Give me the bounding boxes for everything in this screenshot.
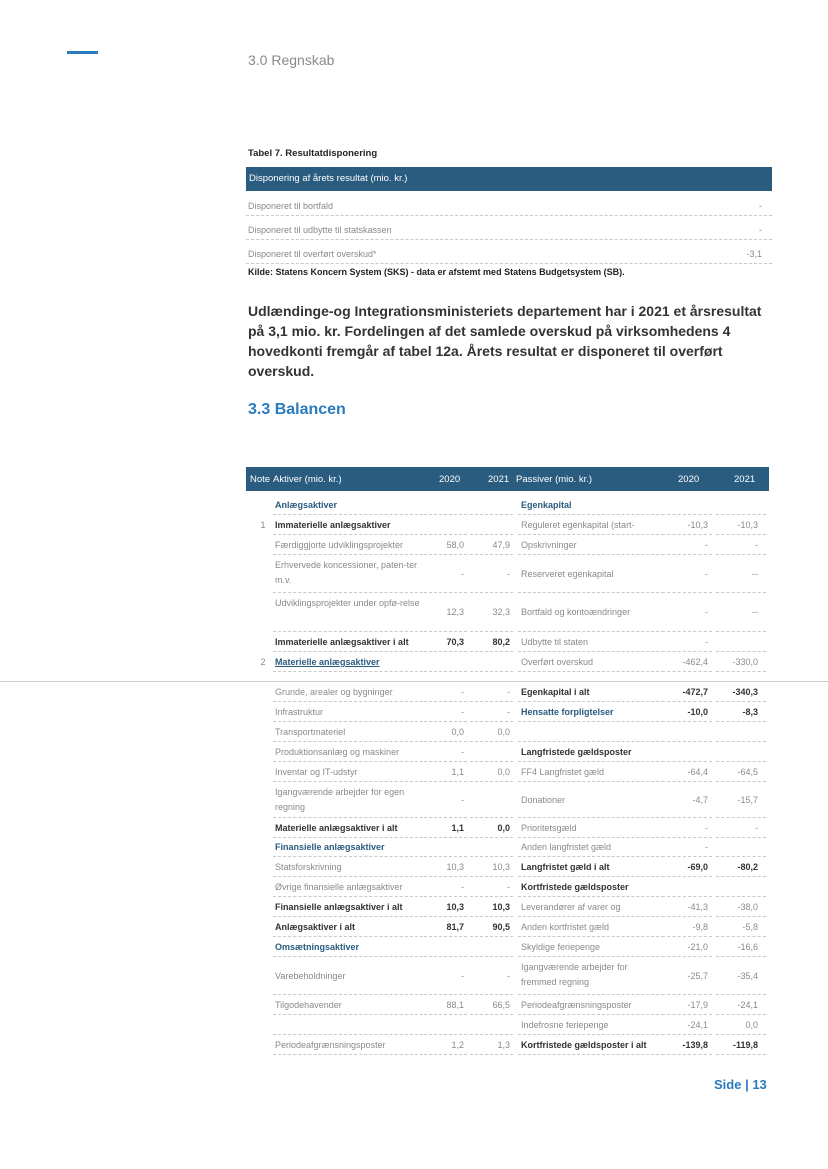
- aktiv-2020-value: 1,2: [451, 1040, 464, 1050]
- aktiv-2021-value: 10,3: [492, 902, 510, 912]
- aktiv-label: Inventar og IT-udstyr: [275, 767, 358, 777]
- table7-header: Disponering af årets resultat (mio. kr.): [246, 167, 772, 191]
- aktiv-2020-value: -: [461, 882, 464, 892]
- balance-row: [246, 742, 769, 762]
- passiv-2021-value: -5,8: [742, 922, 758, 932]
- aktiv-2020-value: -: [461, 707, 464, 717]
- aktiv-2021-value: -: [507, 687, 510, 697]
- balance-row: [246, 782, 769, 818]
- table7-row-value: -: [759, 201, 762, 211]
- page-number: Side | 13: [714, 1077, 767, 1092]
- balance-heading: 3.3 Balancen: [248, 401, 346, 418]
- balance-row: [246, 917, 769, 937]
- balance-row: [246, 957, 769, 995]
- passiv-label: Udbytte til staten: [521, 637, 589, 647]
- summary-paragraph: Udlændinge-og Integrationsministeriets departement har i 2021 et årsresultat på 3,1 mio. kr. Fordelingen af det samlede overskud på virksomhedens 4 hovedkonti fremgår af tabel 12a. Årets resultat er disponeret til overført overskud.: [248, 303, 762, 379]
- aktiv-2021-value: 47,9: [492, 540, 510, 550]
- balance-row: [246, 937, 769, 957]
- passiv-label: Reserveret egenkapital: [521, 569, 614, 579]
- page-separator: [0, 681, 828, 682]
- passiv-2020-value: -: [705, 842, 708, 852]
- aktiv-2021-value: 90,5: [492, 922, 510, 932]
- passiv-2020-value: -472,7: [682, 687, 708, 697]
- aktiv-2020-value: 1,1: [451, 823, 464, 833]
- passiv-label: Opskrivninger: [521, 540, 577, 550]
- table7-source: Kilde: Statens Koncern System (SKS) - data er afstemt med Statens Budgetsystem (SB).: [248, 267, 625, 277]
- aktiv-2020-value: 0,0: [451, 727, 464, 737]
- aktiv-label: Omsætningsaktiver: [275, 942, 360, 952]
- passiv-label: FF4 Langfristet gæld: [521, 767, 605, 777]
- header-passiver: Passiver (mio. kr.): [516, 474, 593, 485]
- balance-row: [246, 535, 769, 555]
- passiv-label: Igangværende arbejder for fremmed regning: [521, 962, 628, 987]
- row-divider: [662, 671, 712, 672]
- row-divider: [470, 671, 513, 672]
- aktiv-2021-value: 80,2: [492, 637, 510, 647]
- passiv-label: Reguleret egenkapital (start-: [521, 520, 635, 530]
- passiv-2021-value: -340,3: [732, 687, 758, 697]
- aktiv-2020-value: 12,3: [446, 607, 464, 617]
- row-divider: [273, 671, 423, 672]
- header-note: Note: [250, 474, 271, 485]
- table7-row-value: -: [759, 225, 762, 235]
- note-cell: 1: [260, 520, 266, 530]
- aktiv-2021-value: -: [507, 707, 510, 717]
- passiv-label: Bortfald og kontoændringer: [521, 607, 631, 617]
- balance-row: [246, 632, 769, 652]
- aktiv-label: Periodeafgrænsningsposter: [275, 1040, 386, 1050]
- passiv-2020-value: -21,0: [687, 942, 708, 952]
- passiv-2021-value: -38,0: [737, 902, 758, 912]
- aktiv-2020-value: 81,7: [446, 922, 464, 932]
- passiv-2020-value: -64,4: [687, 767, 708, 777]
- aktiv-label: Infrastruktur: [275, 707, 324, 717]
- passiv-label: Egenkapital i alt: [521, 687, 590, 697]
- row-divider: [662, 1054, 712, 1055]
- aktiv-2020-value: 10,3: [446, 862, 464, 872]
- aktiv-2021-value: -: [507, 882, 510, 892]
- balance-row: [246, 495, 769, 515]
- aktiv-label: Anlægsaktiver i alt: [275, 922, 356, 932]
- balance-row: [246, 877, 769, 897]
- aktiv-label: Produktionsanlæg og maskiner: [275, 747, 400, 757]
- passiv-label: Periodeafgrænsningsposter: [521, 1000, 632, 1010]
- balance-row: [246, 897, 769, 917]
- passiv-2021-value: --: [752, 607, 758, 617]
- aktiv-2021-value: 0,0: [497, 727, 510, 737]
- balance-row: [246, 818, 769, 838]
- aktiv-2020-value: 1,1: [451, 767, 464, 777]
- balance-row: [246, 1035, 769, 1055]
- passiv-2021-value: --: [752, 569, 758, 579]
- aktiv-label: Udviklingsprojekter under opfø-relse: [275, 598, 420, 608]
- balance-table-header: [246, 467, 769, 491]
- table7-row: [246, 192, 772, 216]
- section-header: 3.0 Regnskab: [248, 52, 335, 68]
- table7-row-label: Disponeret til bortfald: [248, 201, 334, 211]
- passiv-2020-value: -41,3: [687, 902, 708, 912]
- table7-title: Tabel 7. Resultatdisponering: [248, 148, 378, 159]
- passiv-2021-value: -15,7: [737, 795, 758, 805]
- passiv-label: Anden kortfristet gæld: [521, 922, 610, 932]
- aktiv-2020-value: 88,1: [446, 1000, 464, 1010]
- passiv-2020-value: -: [705, 540, 708, 550]
- balance-row: [246, 555, 769, 593]
- aktiv-2021-value: 0,0: [497, 823, 510, 833]
- balance-row: [246, 682, 769, 702]
- aktiv-2021-value: -: [507, 569, 510, 579]
- table7-row: [246, 240, 772, 264]
- note-cell: 2: [260, 657, 266, 667]
- aktiv-2021-value: 10,3: [492, 862, 510, 872]
- passiv-label: Prioritetsgæld: [521, 823, 577, 833]
- header-passiver-2020: 2020: [678, 474, 700, 485]
- aktiv-2020-value: 70,3: [446, 637, 464, 647]
- passiv-2020-value: -139,8: [682, 1040, 708, 1050]
- passiv-2020-value: -69,0: [687, 862, 708, 872]
- aktiv-label: Grunde, arealer og bygninger: [275, 687, 393, 697]
- row-divider: [716, 671, 766, 672]
- passiv-2020-value: -: [705, 569, 708, 579]
- passiv-2020-value: -10,3: [687, 520, 708, 530]
- passiv-label: Kortfristede gældsposter: [521, 882, 629, 892]
- passiv-2020-value: -4,7: [692, 795, 708, 805]
- header-passiver-2021: 2021: [734, 474, 756, 485]
- aktiv-2020-value: -: [461, 687, 464, 697]
- passiv-2021-value: -8,3: [742, 707, 758, 717]
- passiv-2020-value: -: [705, 607, 708, 617]
- aktiv-label: Varebeholdninger: [275, 971, 346, 981]
- passiv-2021-value: -: [755, 540, 758, 550]
- aktiv-2021-value: 66,5: [492, 1000, 510, 1010]
- passiv-label: Kortfristede gældsposter i alt: [521, 1040, 647, 1050]
- balance-row: [246, 593, 769, 632]
- passiv-label: Anden langfristet gæld: [521, 842, 612, 852]
- row-divider: [518, 1054, 664, 1055]
- passiv-2021-value: 0,0: [745, 1020, 758, 1030]
- passiv-2020-value: -17,9: [687, 1000, 708, 1010]
- balance-row: [246, 652, 769, 672]
- passiv-2020-value: -462,4: [682, 657, 708, 667]
- passiv-2021-value: -: [755, 823, 758, 833]
- accent-line: [67, 51, 98, 54]
- passiv-label: Hensatte forpligtelser: [521, 707, 614, 717]
- aktiv-2021-value: -: [507, 971, 510, 981]
- aktiv-label: Tilgodehavender: [275, 1000, 342, 1010]
- aktiv-label: Immaterielle anlægsaktiver i alt: [275, 637, 409, 647]
- passiv-label: Indefrosne feriepenge: [521, 1020, 609, 1030]
- row-divider: [716, 1054, 766, 1055]
- balance-row: [246, 857, 769, 877]
- passiv-2021-value: -10,3: [737, 520, 758, 530]
- balance-row: [246, 838, 769, 857]
- aktiv-2020-value: -: [461, 795, 464, 805]
- table7-row-label: Disponeret til udbytte til statskassen: [248, 225, 392, 235]
- table7-row-value: -3,1: [746, 249, 762, 259]
- passiv-2021-value: -16,6: [737, 942, 758, 952]
- table7-row: [246, 216, 772, 240]
- passiv-label: Egenkapital: [521, 500, 572, 510]
- aktiv-label: Igangværende arbejder for egen regning: [275, 787, 405, 812]
- aktiv-2020-value: 10,3: [446, 902, 464, 912]
- balance-row: [246, 722, 769, 742]
- passiv-2020-value: -10,0: [687, 707, 708, 717]
- passiv-2020-value: -25,7: [687, 971, 708, 981]
- aktiv-2021-value: 0,0: [497, 767, 510, 777]
- row-divider: [518, 671, 664, 672]
- aktiv-label: Øvrige finansielle anlægsaktiver: [275, 882, 403, 892]
- aktiv-2020-value: -: [461, 747, 464, 757]
- aktiv-label: Statsforskrivning: [275, 862, 342, 872]
- passiv-2021-value: -24,1: [737, 1000, 758, 1010]
- aktiv-label: Erhvervede koncessioner, paten-ter m.v.: [275, 560, 418, 585]
- balance-row: [246, 995, 769, 1015]
- passiv-2020-value: -: [705, 637, 708, 647]
- aktiv-2020-value: -: [461, 569, 464, 579]
- balance-row: [246, 702, 769, 722]
- aktiv-label: Immaterielle anlægsaktiver: [275, 520, 391, 530]
- header-aktiver-2020: 2020: [439, 474, 461, 485]
- aktiv-label: Materielle anlægsaktiver: [275, 657, 380, 667]
- aktiv-label: Materielle anlægsaktiver i alt: [275, 823, 398, 833]
- passiv-2021-value: -119,8: [732, 1040, 758, 1050]
- row-divider: [470, 1054, 513, 1055]
- row-divider: [424, 1054, 467, 1055]
- passiv-label: Skyldige feriepenge: [521, 942, 601, 952]
- passiv-label: Overført overskud: [521, 657, 594, 667]
- passiv-label: Donationer: [521, 795, 566, 805]
- passiv-2021-value: -35,4: [737, 971, 758, 981]
- passiv-2021-value: -330,0: [732, 657, 758, 667]
- balance-row: [246, 762, 769, 782]
- balance-row: [246, 515, 769, 535]
- passiv-label: Langfristet gæld i alt: [521, 862, 610, 872]
- passiv-label: Langfristede gældsposter: [521, 747, 632, 757]
- aktiv-label: Anlægsaktiver: [275, 500, 338, 510]
- aktiv-label: Transportmateriel: [275, 727, 346, 737]
- passiv-label: Leverandører af varer og: [521, 902, 621, 912]
- passiv-2021-value: -80,2: [737, 862, 758, 872]
- aktiv-2021-value: 1,3: [497, 1040, 510, 1050]
- passiv-2021-value: -64,5: [737, 767, 758, 777]
- aktiv-2020-value: -: [461, 971, 464, 981]
- passiv-2020-value: -24,1: [687, 1020, 708, 1030]
- aktiv-label: Finansielle anlægsaktiver i alt: [275, 902, 403, 912]
- header-aktiver: Aktiver (mio. kr.): [273, 474, 342, 485]
- aktiv-2020-value: 58,0: [446, 540, 464, 550]
- row-divider: [273, 1054, 423, 1055]
- aktiv-label: Færdiggjorte udviklingsprojekter: [275, 540, 404, 550]
- table7-row-label: Disponeret til overført overskud*: [248, 249, 377, 259]
- header-aktiver-2021: 2021: [488, 474, 510, 485]
- aktiv-label: Finansielle anlægsaktiver: [275, 842, 385, 852]
- passiv-2020-value: -9,8: [692, 922, 708, 932]
- passiv-2020-value: -: [705, 823, 708, 833]
- balance-row: [246, 1015, 769, 1035]
- row-divider: [424, 671, 467, 672]
- aktiv-2021-value: 32,3: [492, 607, 510, 617]
